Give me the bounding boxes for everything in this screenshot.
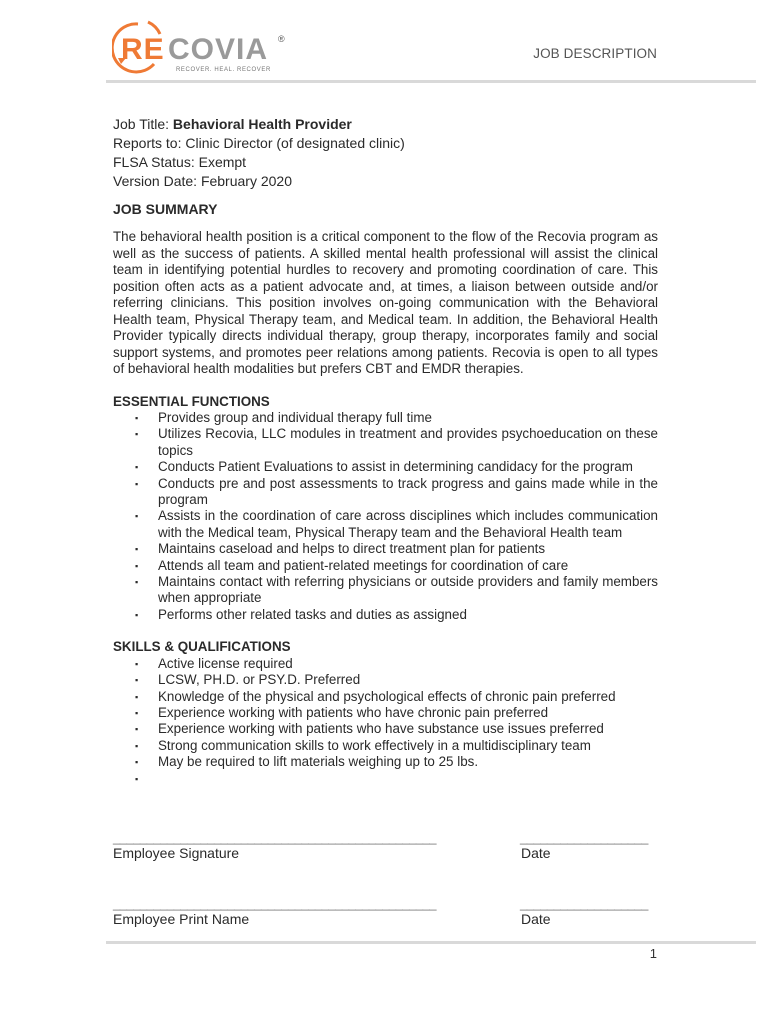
list-item <box>113 771 658 787</box>
print-name-date-line: ___________________ <box>520 896 648 911</box>
logo-tagline: RECOVER. HEAL. RECOVER <box>176 67 271 73</box>
employee-signature-label: Employee Signature <box>113 845 240 861</box>
bullet-icon: ▪ <box>135 658 139 669</box>
job-title-value: Behavioral Health Provider <box>172 116 352 132</box>
list-item: ▪ LCSW, PH.D. or PSY.D. Preferred <box>135 672 361 688</box>
employee-print-name-label: Employee Print Name <box>113 911 250 927</box>
logo-wordmark-covia: COVIA <box>168 33 269 66</box>
list-item: ▪ Conducts pre and post assessments to track progress and gains made while in the program <box>135 475 658 508</box>
bullet-icon: ▪ <box>135 544 139 555</box>
bullet-icon: ▪ <box>135 609 139 620</box>
bullet-icon: ▪ <box>135 724 139 735</box>
bullet-icon: ▪ <box>135 577 139 588</box>
job-summary-heading: JOB SUMMARY <box>113 201 218 217</box>
footer-divider <box>106 941 756 944</box>
header-label: JOB DESCRIPTION <box>533 46 657 61</box>
recovia-logo-mark <box>112 14 312 76</box>
logo-wordmark-re: RE <box>121 33 165 66</box>
bullet-icon: ▪ <box>135 462 139 473</box>
bullet-icon: ▪ <box>135 708 139 718</box>
signature-line: ________________________________________________ <box>113 830 437 845</box>
print-name-date-label: Date <box>521 911 551 927</box>
list-item: ▪ Experience working with patients who have chronic pain preferred <box>135 705 549 720</box>
signature-date-line: ___________________ <box>520 830 648 845</box>
bullet-icon: ▪ <box>135 757 139 768</box>
logo-registered: ® <box>278 34 285 44</box>
bullet-icon: ▪ <box>135 429 139 440</box>
list-item: ▪ Experience working with patients who have substance use issues preferred <box>135 721 604 737</box>
list-item: ▪ May be required to lift materials weighing up to 25 lbs. <box>135 754 479 770</box>
document-body <box>113 115 658 787</box>
list-item: ▪ Strong communication skills to work effectively in a multidisciplinary team <box>135 737 591 753</box>
list-item: ▪ Maintains contact with referring physicians or outside providers and family members when appropriate <box>135 574 658 606</box>
bullet-icon: ▪ <box>135 560 139 571</box>
version-date-line: Version Date: February 2020 <box>113 173 292 189</box>
list-item: ▪ Active license required <box>135 655 293 671</box>
list-item: ▪ Provides group and individual therapy full time <box>135 410 432 425</box>
reports-to-line: Reports to: Clinic Director (of designated clinic) <box>113 135 405 151</box>
essential-functions-heading: ESSENTIAL FUNCTIONS <box>113 393 270 409</box>
list-item: ▪ Maintains caseload and helps to direct treatment plan for patients <box>135 541 546 557</box>
list-item: ▪ Attends all team and patient-related meetings for coordination of care <box>135 557 569 573</box>
bullet-icon: ▪ <box>135 413 139 423</box>
skills-heading: SKILLS & QUALIFICATIONS <box>113 639 291 655</box>
job-title-line <box>113 115 658 134</box>
skills-list <box>113 656 658 787</box>
list-item: ▪ Assists in the coordination of care across disciplines which includes communication with the Medical team, Physical Therapy team and the Behavioral Health team <box>135 508 658 540</box>
bullet-icon: ▪ <box>135 773 139 784</box>
list-item: ▪ Conducts Patient Evaluations to assist in determining candidacy for the program <box>135 459 633 475</box>
header-divider <box>106 80 756 83</box>
list-item: ▪ Knowledge of the physical and psychological effects of chronic pain preferred <box>135 688 616 704</box>
page-number: 1 <box>649 946 657 961</box>
print-name-line: ________________________________________________ <box>113 896 437 911</box>
signature-date-label: Date <box>521 845 551 861</box>
essential-functions-list <box>113 410 658 623</box>
list-item: ▪ Utilizes Recovia, LLC modules in treatment and provides psychoeducation on these topics <box>135 426 658 458</box>
bullet-icon: ▪ <box>135 691 139 702</box>
flsa-line: FLSA Status: Exempt <box>113 154 247 170</box>
bullet-icon: ▪ <box>135 511 139 522</box>
bullet-icon: ▪ <box>135 740 139 751</box>
bullet-icon: ▪ <box>135 478 139 489</box>
job-summary-text: The behavioral health position is a critical component to the flow of the Recovia program as well as the success of patients. A skilled mental health professional will assist the clinical team in identifying potential hurdles to recovery and promoting coordination of care. This position often acts as a patient advocate and, at times, a liaison between outside and/or referring clinicians. This position involves on-going communication with the Behavioral Health team, Physical Therapy team, and Medical team. In addition, the Behavioral Health Provider typically directs individual therapy, group therapy, incorporates family and social support systems, and promotes peer relations among patients. Recovia is open to all types of behavioral health modalities but prefers CBT and EMDR therapies. <box>113 229 658 376</box>
recovia-logo <box>112 14 312 76</box>
bullet-icon: ▪ <box>135 675 139 686</box>
job-title-label: Job Title: <box>113 116 170 132</box>
list-item: ▪ Performs other related tasks and duties as assigned <box>135 606 467 622</box>
